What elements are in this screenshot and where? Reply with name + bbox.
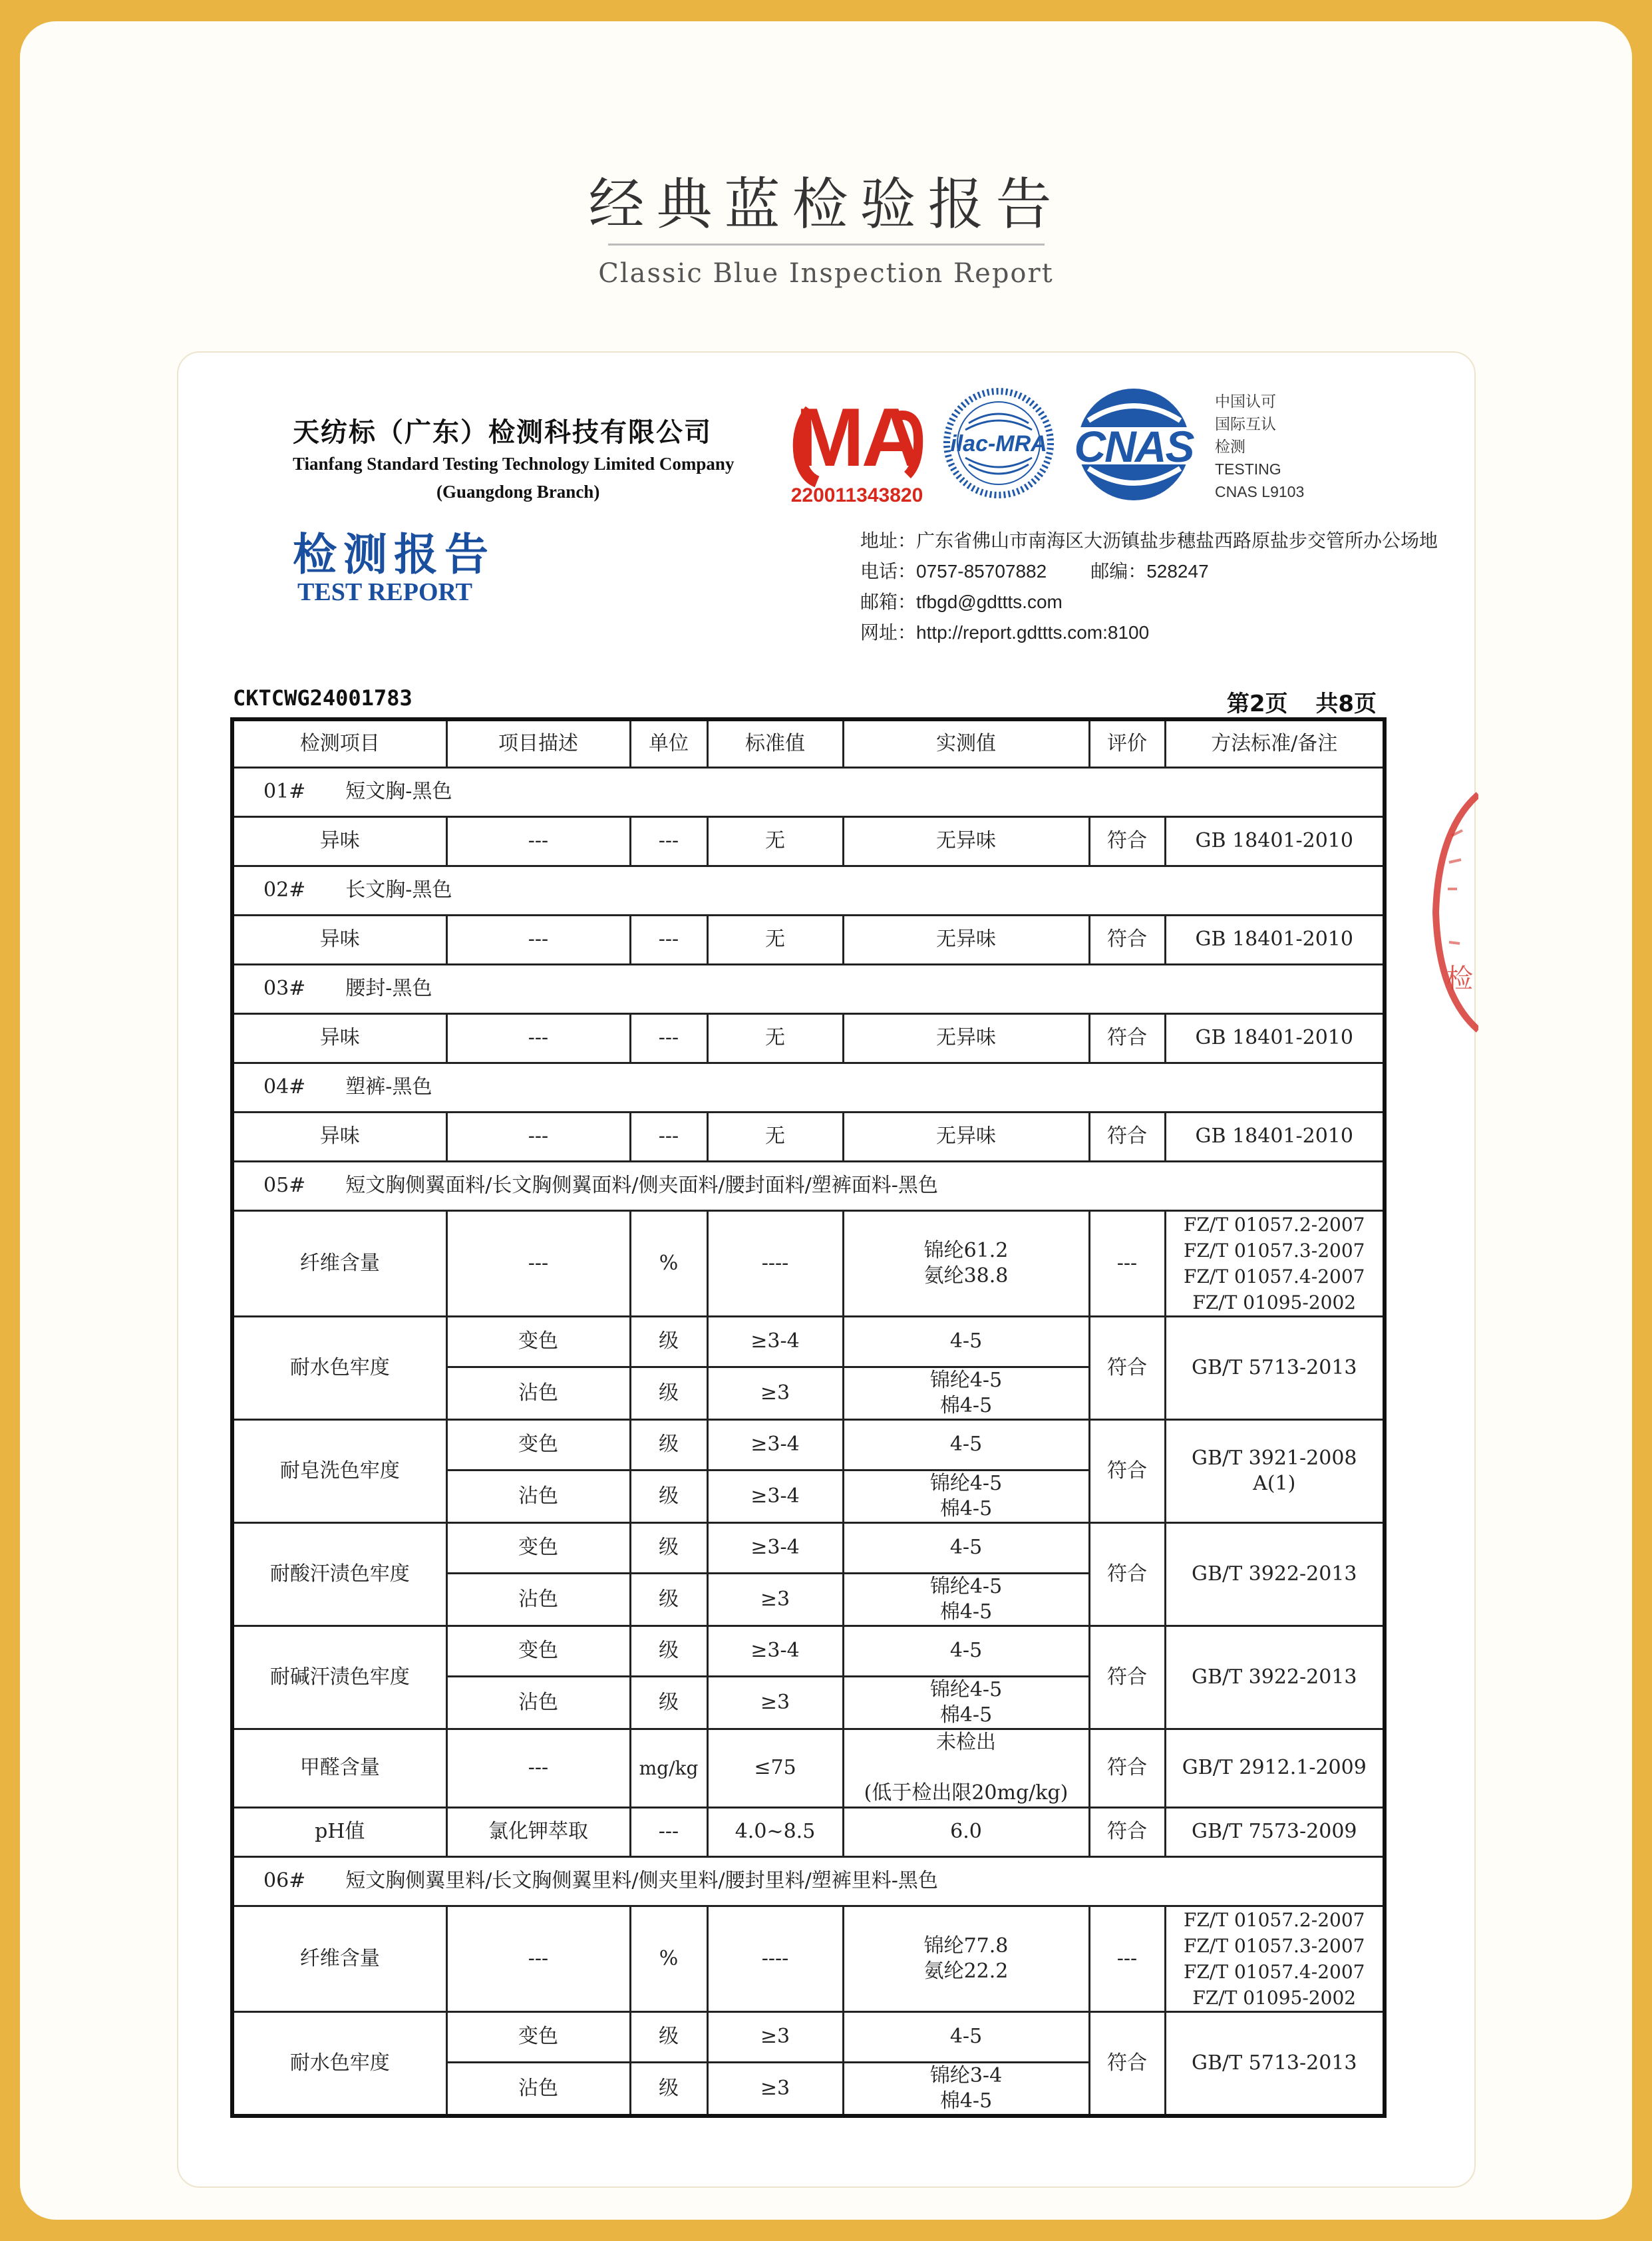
method-cell: GB/T 5713-2013 xyxy=(1165,1316,1385,1419)
method-cell: GB 18401-2010 xyxy=(1165,915,1385,964)
unit-cell: 级 xyxy=(630,1522,707,1573)
result-cell: 无异味 xyxy=(843,816,1089,866)
std-cell: ≥3 xyxy=(707,1676,843,1729)
unit-cell: % xyxy=(630,1210,707,1316)
method-cell: GB 18401-2010 xyxy=(1165,816,1385,866)
result-cell: 锦纶4-5 棉4-5 xyxy=(843,1470,1089,1522)
item-cell: 耐水色牢度 xyxy=(232,2011,446,2116)
unit-cell: 级 xyxy=(630,1573,707,1626)
std-cell: 无 xyxy=(707,816,843,866)
table-row xyxy=(232,1807,1385,1856)
table-row xyxy=(232,1522,1385,1573)
eval-cell: 符合 xyxy=(1089,1112,1165,1161)
header-cell: 标准值 xyxy=(707,719,843,767)
desc-cell: 沾色 xyxy=(446,2062,630,2116)
contact-website: 网址：http://report.gdttts.com:8100 xyxy=(860,622,1150,643)
item-cell: 异味 xyxy=(232,915,446,964)
official-seal xyxy=(1432,789,1478,1035)
item-cell: 耐皂洗色牢度 xyxy=(232,1419,446,1522)
header-cell: 项目描述 xyxy=(446,719,630,767)
eval-cell: 符合 xyxy=(1089,2011,1165,2116)
std-cell: ≥3-4 xyxy=(707,1470,843,1522)
svg-text:CNAS: CNAS xyxy=(1074,422,1194,471)
item-cell: 异味 xyxy=(232,1013,446,1063)
method-cell: GB/T 3921-2008 A(1) xyxy=(1165,1419,1385,1522)
eval-cell: 符合 xyxy=(1089,1013,1165,1063)
eval-cell: 符合 xyxy=(1089,1522,1165,1626)
header-cell: 检测项目 xyxy=(232,719,446,767)
svg-text:MA: MA xyxy=(795,392,919,484)
table-row xyxy=(232,816,1385,866)
company-name-en: Tianfang Standard Testing Technology Limited Company xyxy=(293,454,735,474)
unit-cell: 级 xyxy=(630,1316,707,1367)
std-cell: 4.0~8.5 xyxy=(707,1807,843,1856)
result-cell: 锦纶77.8 氨纶22.2 xyxy=(843,1906,1089,2011)
sample-group-label: 05# 短文胸侧翼面料/长文胸侧翼面料/侧夹面料/腰封面料/塑裤面料-黑色 xyxy=(232,1161,1385,1210)
eval-cell: --- xyxy=(1089,1210,1165,1316)
desc-cell: --- xyxy=(446,816,630,866)
unit-cell: mg/kg xyxy=(630,1729,707,1807)
sample-group-row xyxy=(232,866,1385,915)
std-cell: ≥3-4 xyxy=(707,1626,843,1676)
eval-cell: 符合 xyxy=(1089,1419,1165,1522)
table-row xyxy=(232,1210,1385,1316)
eval-cell: 符合 xyxy=(1089,1807,1165,1856)
test-results-table xyxy=(230,717,1387,2118)
item-cell: 甲醛含量 xyxy=(232,1729,446,1807)
result-cell: 锦纶4-5 棉4-5 xyxy=(843,1676,1089,1729)
page-subtitle: Classic Blue Inspection Report xyxy=(598,258,1054,289)
header-cell: 方法标准/备注 xyxy=(1165,719,1385,767)
cma-number: 220011343820 xyxy=(790,484,923,506)
sample-group-row xyxy=(232,964,1385,1013)
unit-cell: % xyxy=(630,1906,707,2011)
method-cell: GB/T 3922-2013 xyxy=(1165,1522,1385,1626)
desc-cell: 沾色 xyxy=(446,1367,630,1419)
std-cell: ≥3-4 xyxy=(707,1522,843,1573)
sample-group-label: 04# 塑裤-黑色 xyxy=(232,1063,1385,1112)
item-cell: 耐水色牢度 xyxy=(232,1316,446,1419)
desc-cell: 沾色 xyxy=(446,1470,630,1522)
result-cell: 4-5 xyxy=(843,1419,1089,1470)
method-cell: GB/T 7573-2009 xyxy=(1165,1807,1385,1856)
std-cell: 无 xyxy=(707,915,843,964)
item-cell: pH值 xyxy=(232,1807,446,1856)
unit-cell: 级 xyxy=(630,1626,707,1676)
sample-group-label: 03# 腰封-黑色 xyxy=(232,964,1385,1013)
cnas-line: 中国认可 xyxy=(1215,393,1276,410)
report-heading-en: TEST REPORT xyxy=(297,578,472,606)
result-cell: 锦纶4-5 棉4-5 xyxy=(843,1573,1089,1626)
unit-cell: 级 xyxy=(630,2011,707,2062)
header-cell: 实测值 xyxy=(843,719,1089,767)
page-title: 经典蓝检验报告 xyxy=(588,172,1064,237)
cnas-accreditation-text xyxy=(1215,390,1304,503)
unit-cell: --- xyxy=(630,1013,707,1063)
unit-cell: 级 xyxy=(630,2062,707,2116)
unit-cell: --- xyxy=(630,1112,707,1161)
sample-group-row xyxy=(232,1161,1385,1210)
desc-cell: 变色 xyxy=(446,1316,630,1367)
sample-group-label: 02# 长文胸-黑色 xyxy=(232,866,1385,915)
std-cell: ≥3 xyxy=(707,1367,843,1419)
item-cell: 异味 xyxy=(232,816,446,866)
result-cell: 锦纶3-4 棉4-5 xyxy=(843,2062,1089,2116)
desc-cell: --- xyxy=(446,1112,630,1161)
std-cell: ---- xyxy=(707,1906,843,2011)
item-cell: 异味 xyxy=(232,1112,446,1161)
method-cell: GB/T 2912.1-2009 xyxy=(1165,1729,1385,1807)
svg-text:检: 检 xyxy=(1446,963,1473,994)
cma-logo xyxy=(790,390,923,507)
table-row xyxy=(232,1626,1385,1676)
unit-cell: 级 xyxy=(630,1367,707,1419)
unit-cell: 级 xyxy=(630,1419,707,1470)
method-cell: GB 18401-2010 xyxy=(1165,1013,1385,1063)
desc-cell: --- xyxy=(446,1210,630,1316)
cnas-line: 检测 xyxy=(1215,438,1245,455)
std-cell: ≥3-4 xyxy=(707,1316,843,1367)
std-cell: ---- xyxy=(707,1210,843,1316)
result-cell: 无异味 xyxy=(843,1112,1089,1161)
result-cell: 锦纶4-5 棉4-5 xyxy=(843,1367,1089,1419)
table-row xyxy=(232,1729,1385,1807)
std-cell: ≥3 xyxy=(707,2011,843,2062)
table-row xyxy=(232,915,1385,964)
page-info: 第2页 共8页 xyxy=(1226,691,1377,717)
result-cell: 4-5 xyxy=(843,1522,1089,1573)
result-cell: 4-5 xyxy=(843,1316,1089,1367)
eval-cell: 符合 xyxy=(1089,816,1165,866)
desc-cell: 变色 xyxy=(446,2011,630,2062)
unit-cell: 级 xyxy=(630,1470,707,1522)
sample-group-row xyxy=(232,1856,1385,1906)
method-cell: GB 18401-2010 xyxy=(1165,1112,1385,1161)
std-cell: ≥3-4 xyxy=(707,1419,843,1470)
desc-cell: 变色 xyxy=(446,1419,630,1470)
desc-cell: --- xyxy=(446,1906,630,2011)
eval-cell: 符合 xyxy=(1089,1316,1165,1419)
eval-cell: --- xyxy=(1089,1906,1165,2011)
result-cell: 未检出 (低于检出限20mg/kg) xyxy=(843,1729,1089,1807)
contact-info xyxy=(860,526,1438,648)
item-cell: 纤维含量 xyxy=(232,1210,446,1316)
cnas-line: CNAS L9103 xyxy=(1215,483,1305,500)
desc-cell: 氯化钾萃取 xyxy=(446,1807,630,1856)
desc-cell: 沾色 xyxy=(446,1676,630,1729)
unit-cell: 级 xyxy=(630,1676,707,1729)
std-cell: 无 xyxy=(707,1013,843,1063)
header-cell: 单位 xyxy=(630,719,707,767)
table-row xyxy=(232,1316,1385,1367)
ilac-mra-logo xyxy=(942,377,1055,510)
contact-postcode: 邮编：528247 xyxy=(1090,561,1209,582)
table-row xyxy=(232,1906,1385,2011)
desc-cell: --- xyxy=(446,915,630,964)
desc-cell: --- xyxy=(446,1729,630,1807)
cnas-line: TESTING xyxy=(1215,460,1281,478)
result-cell: 无异味 xyxy=(843,1013,1089,1063)
title-divider xyxy=(608,244,1045,246)
cnas-logo xyxy=(1069,386,1202,503)
header-cell: 评价 xyxy=(1089,719,1165,767)
desc-cell: 变色 xyxy=(446,1522,630,1573)
report-number: CKTCWG24001783 xyxy=(233,685,413,711)
result-cell: 6.0 xyxy=(843,1807,1089,1856)
unit-cell: --- xyxy=(630,1807,707,1856)
cnas-line: 国际互认 xyxy=(1215,415,1276,432)
std-cell: ≥3 xyxy=(707,2062,843,2116)
result-cell: 4-5 xyxy=(843,1626,1089,1676)
std-cell: ≤75 xyxy=(707,1729,843,1807)
item-cell: 纤维含量 xyxy=(232,1906,446,2011)
item-cell: 耐酸汗渍色牢度 xyxy=(232,1522,446,1626)
desc-cell: 沾色 xyxy=(446,1573,630,1626)
method-cell: FZ/T 01057.2-2007 FZ/T 01057.3-2007 FZ/T 01057.4-2007 FZ/T 01095-2002 xyxy=(1165,1906,1385,2011)
contact-address: 地址：广东省佛山市南海区大沥镇盐步穗盐西路原盐步交管所办公场地 xyxy=(860,530,1438,551)
result-cell: 4-5 xyxy=(843,2011,1089,2062)
method-cell: FZ/T 01057.2-2007 FZ/T 01057.3-2007 FZ/T 01057.4-2007 FZ/T 01095-2002 xyxy=(1165,1210,1385,1316)
desc-cell: 变色 xyxy=(446,1626,630,1676)
eval-cell: 符合 xyxy=(1089,1729,1165,1807)
company-name-cn: 天纺标（广东）检测科技有限公司 xyxy=(293,417,712,448)
sample-group-row xyxy=(232,1063,1385,1112)
contact-email: 邮箱：tfbgd@gdttts.com xyxy=(860,592,1063,612)
std-cell: ≥3 xyxy=(707,1573,843,1626)
result-cell: 锦纶61.2 氨纶38.8 xyxy=(843,1210,1089,1316)
unit-cell: --- xyxy=(630,816,707,866)
table-row xyxy=(232,1013,1385,1063)
sample-group-label: 01# 短文胸-黑色 xyxy=(232,767,1385,816)
company-branch: (Guangdong Branch) xyxy=(436,482,600,502)
item-cell: 耐碱汗渍色牢度 xyxy=(232,1626,446,1729)
result-cell: 无异味 xyxy=(843,915,1089,964)
method-cell: GB/T 3922-2013 xyxy=(1165,1626,1385,1729)
contact-phone: 电话：0757-85707882 xyxy=(860,561,1047,582)
eval-cell: 符合 xyxy=(1089,915,1165,964)
sample-group-label: 06# 短文胸侧翼里料/长文胸侧翼里料/侧夹里料/腰封里料/塑裤里料-黑色 xyxy=(232,1856,1385,1906)
eval-cell: 符合 xyxy=(1089,1626,1165,1729)
sample-group-row xyxy=(232,767,1385,816)
table-row xyxy=(232,1112,1385,1161)
table-row xyxy=(232,1419,1385,1470)
table-row xyxy=(232,2011,1385,2062)
svg-text:ilac-MRA: ilac-MRA xyxy=(950,431,1047,456)
unit-cell: --- xyxy=(630,915,707,964)
std-cell: 无 xyxy=(707,1112,843,1161)
table-header-row xyxy=(232,719,1385,767)
desc-cell: --- xyxy=(446,1013,630,1063)
report-heading-cn: 检测报告 xyxy=(293,528,495,580)
method-cell: GB/T 5713-2013 xyxy=(1165,2011,1385,2116)
